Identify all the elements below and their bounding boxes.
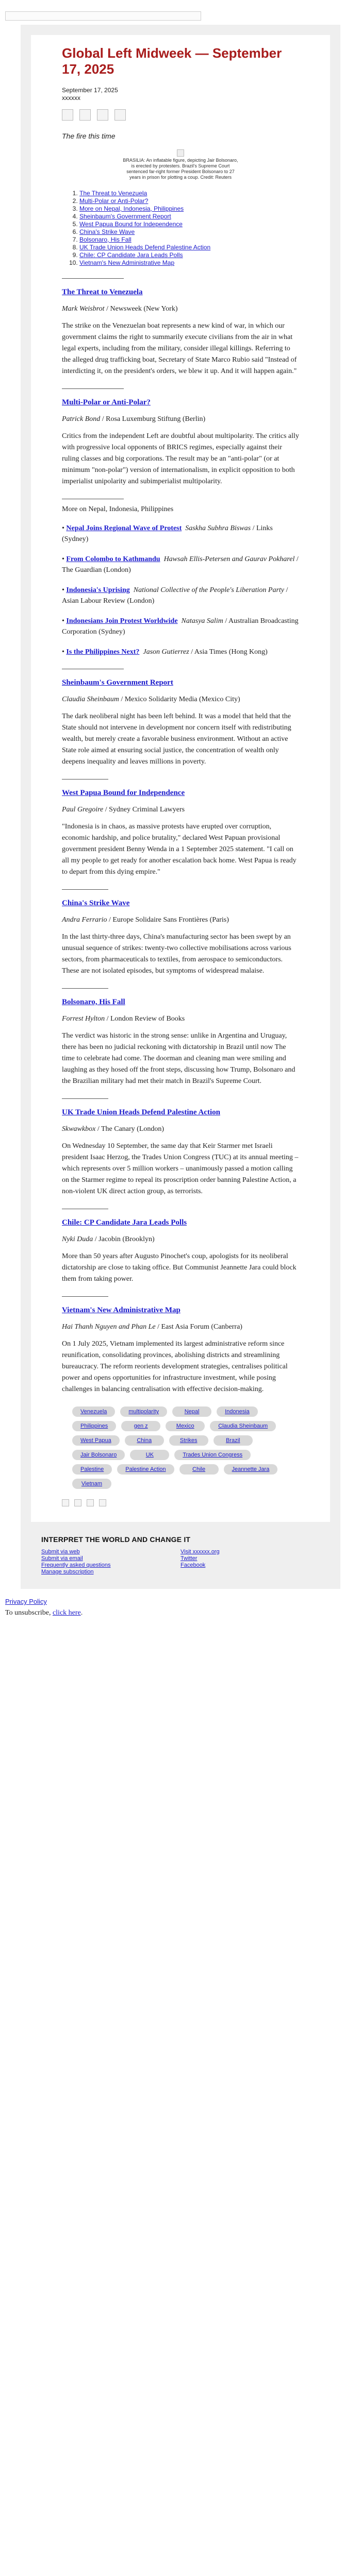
sub-article-item: • Nepal Joins Regional Wave of Protest Saskha Subhra Biswas / Links (Sydney) <box>62 524 273 543</box>
newsletter-frame <box>21 25 340 1589</box>
share-icons-row <box>62 109 299 121</box>
sub-article-item: • From Colombo to Kathmandu Hawsah Ellis-Petersen and Gaurav Pokharel / The Guardian (London) <box>62 555 299 574</box>
footer-links-left <box>41 1549 180 1575</box>
toc-link-uk[interactable]: UK Trade Union Heads Defend Palestine Action <box>79 244 211 251</box>
social-icon-4[interactable] <box>99 1499 106 1506</box>
social-icon-1[interactable] <box>62 1499 69 1506</box>
tag-chip[interactable]: Strikes <box>169 1435 208 1446</box>
byline-author: Andra Ferrario <box>62 916 107 924</box>
toc-item <box>79 221 299 228</box>
section-title <box>62 789 299 798</box>
footer-links <box>41 1549 320 1575</box>
byline-author: Claudia Sheinbaum <box>62 696 119 703</box>
section-body: The dark neoliberal night has been left behind. It was a model that held that the State should not intervene in development nor concern itself with redistributing wealth, but merely create a favorable business environment. Without an active State role aimed at ensuring social justice, the concentration of wealth only deepens inequality and leaves millions in poverty. <box>62 713 291 766</box>
share-icon-2[interactable] <box>79 109 91 121</box>
section-link-chile[interactable]: Chile: CP Candidate Jara Leads Polls <box>62 1218 187 1227</box>
toc-link-papua[interactable]: West Papua Bound for Independence <box>79 221 183 228</box>
byline-source: / Mexico Solidarity Media (Mexico City) <box>119 696 240 703</box>
section-divider <box>62 278 124 279</box>
tag-chip[interactable]: China <box>125 1435 164 1446</box>
section-byline <box>62 694 299 705</box>
sub-article-item: • Indonesians Join Protest Worldwide Natasya Salim / Australian Broadcasting Corporation (Sydney) <box>62 617 299 636</box>
byline-author: Hai Thanh Nguyen and Phan Le <box>62 1323 156 1331</box>
tag-chip[interactable]: Venezuela <box>72 1406 115 1417</box>
section-link-papua[interactable]: West Papua Bound for Independence <box>62 789 185 797</box>
section-title <box>62 398 299 407</box>
byline-author: Nyki Duda <box>62 1235 93 1243</box>
section-divider <box>62 388 124 389</box>
issue-meta <box>62 87 299 102</box>
section-link-venezuela[interactable]: The Threat to Venezuela <box>62 288 143 296</box>
section-divider <box>62 1098 108 1099</box>
sub-article-author: Saskha Subhra Biswas <box>185 524 251 532</box>
newsletter-footer <box>31 1522 330 1589</box>
social-icon-2[interactable] <box>74 1499 81 1506</box>
issue-code: xxxxxx <box>62 94 80 101</box>
sub-article-source: / Australian Broadcasting Corporation (Sydney) <box>62 617 299 636</box>
section-title <box>62 288 299 297</box>
unsubscribe-suffix: . <box>80 1609 83 1617</box>
section-byline <box>62 915 299 925</box>
sub-article-source: / Asian Labour Review (London) <box>62 586 288 605</box>
tag-chip[interactable]: Vietnam <box>72 1479 111 1489</box>
section-body: The strike on the Venezuelan boat represents a new kind of war, in which our government claims the right to summarily execute civilians from the air in what legal experts, including from the military, consider illegal killings. Referring to the alleged drug trafficking boat, Secretary of State Marco Rubio said "Instead of interdicting it, on the president's orders, we blew it up. And it will happen again." <box>62 322 297 375</box>
toc-link-sheinbaum[interactable]: Sheinbaum's Government Report <box>79 213 171 220</box>
lead-figure <box>121 149 240 180</box>
table-of-contents <box>79 190 299 267</box>
section-divider <box>62 889 108 890</box>
toc-link-bolsonaro[interactable]: Bolsonaro, His Fall <box>79 236 132 243</box>
tag-chip[interactable]: Nepal <box>172 1406 211 1417</box>
section-body: In the last thirty-three days, China's manufacturing sector has been swept by an unusual sequence of strikes: twenty-two collective mobilisations across various sectors, from pharmaceuticals to textiles, from aerospace to semiconductors. These are not isolated episodes, but symptoms of widespread malaise. <box>62 933 291 975</box>
toc-link-chile[interactable]: Chile: CP Candidate Jara Leads Polls <box>79 251 183 259</box>
section-divider <box>62 988 108 989</box>
byline-source: / Sydney Criminal Lawyers <box>103 806 185 814</box>
tag-chip[interactable]: Chile <box>179 1464 219 1475</box>
section-link-vietnam[interactable]: Vietnam's New Administrative Map <box>62 1306 180 1314</box>
toc-item <box>79 213 299 221</box>
toc-link-venezuela[interactable]: The Threat to Venezuela <box>79 190 147 197</box>
section-body: The verdict was historic in the strong sense: unlike in Argentina and Uruguay, there has been no judicial reckoning with dictatorship in Brazil until now The time to celebrate had come. The doorman and cleaning man were smiling and laughing as they hosed off the front steps, discussing how Trump, Bolsonaro and the Brazilian military had met their match in Brazil's Supreme Court. <box>62 1032 296 1085</box>
tag-chip[interactable]: Brazil <box>214 1435 253 1446</box>
section-body: Critics from the independent Left are doubtful about multipolarity. The critics ally with progressive local opponents of BRICS regimes, especially against their ruling classes and big corporations. The result may be an "anti-polar" (or at minimum "non-polar") version of internationalism, in explicit opposition to both imperialist unipolarity and subimperialist multipolarity. <box>62 432 299 485</box>
byline-author: Forrest Hylton <box>62 1015 105 1023</box>
sub-article-link-colombo[interactable]: From Colombo to Kathmandu <box>66 555 160 563</box>
privacy-policy-link[interactable]: Privacy Policy <box>5 1598 47 1605</box>
topic-tags <box>62 1406 299 1489</box>
sub-article-link-nepal[interactable]: Nepal Joins Regional Wave of Protest <box>66 524 182 532</box>
toc-item <box>79 197 299 205</box>
share-icon-3[interactable] <box>97 109 108 121</box>
toc-link-china[interactable]: China's Strike Wave <box>79 228 135 235</box>
byline-source: / Newsweek (New York) <box>104 305 178 313</box>
tag-chip[interactable]: UK <box>130 1450 169 1460</box>
toc-item <box>79 244 299 251</box>
tag-chip[interactable]: Trades Union Congress <box>174 1450 251 1460</box>
section-link-uk[interactable]: UK Trade Union Heads Defend Palestine Action <box>62 1108 220 1116</box>
section-byline <box>62 805 299 815</box>
footer-link-submit-email[interactable]: Submit via email <box>41 1555 83 1562</box>
sub-article-link-indonesia[interactable]: Indonesia's Uprising <box>66 586 130 594</box>
section-link-china[interactable]: China's Strike Wave <box>62 899 130 907</box>
tag-chip[interactable]: Indonesia <box>217 1406 258 1417</box>
sub-article-item: • Is the Philippines Next? Jason Gutierrez / Asia Times (Hong Kong) <box>62 648 268 656</box>
social-icon-3[interactable] <box>87 1499 94 1506</box>
tag-chip[interactable]: Claudia Sheinbaum <box>210 1421 276 1431</box>
tag-chip[interactable]: multipolarity <box>120 1406 167 1417</box>
tag-chip[interactable]: Jeannette Jara <box>224 1464 278 1475</box>
section-byline <box>62 414 299 425</box>
byline-source: / Rosa Luxemburg Stiftung (Berlin) <box>100 415 206 423</box>
footer-link-manage-subscription[interactable]: Manage subscription <box>41 1569 94 1575</box>
newsletter-card <box>31 35 330 1522</box>
section-byline <box>62 1234 299 1245</box>
footer-heading: INTERPRET THE WORLD AND CHANGE IT <box>41 1535 191 1544</box>
share-icon-4[interactable] <box>114 109 126 121</box>
sub-article-author: Jason Gutierrez <box>143 648 189 656</box>
footer-link-faq[interactable]: Frequently asked questions <box>41 1562 111 1568</box>
section-title <box>62 679 299 687</box>
unsubscribe-line <box>5 1607 356 1619</box>
lead-image-caption: BRASILIA: An inflatable figure, depicting Jair Bolsonaro, is erected by protesters. Brazil's Supreme Court sentenced far-right former President Bolsonaro to 27 years in prison for plotting a coup. Credit: Reuters <box>123 158 238 180</box>
byline-author: Paul Gregoire <box>62 806 104 814</box>
toc-item <box>79 236 299 244</box>
unsubscribe-link[interactable]: click here <box>52 1609 81 1617</box>
byline-source: / London Review of Books <box>105 1015 185 1023</box>
toc-item <box>79 251 299 259</box>
byline-source: / Europe Solidaire Sans Frontières (Paris) <box>107 916 229 924</box>
sub-article-link-philippines[interactable]: Is the Philippines Next? <box>66 648 140 656</box>
more-section-heading: More on Nepal, Indonesia, Philippines <box>62 505 174 513</box>
tag-chip[interactable]: Palestine <box>72 1464 112 1475</box>
section-title <box>62 1108 299 1117</box>
tag-chip[interactable]: Jair Bolsonaro <box>72 1450 125 1460</box>
toc-item <box>79 259 299 267</box>
toc-item <box>79 205 299 213</box>
byline-author: Patrick Bond <box>62 415 101 423</box>
tag-chip[interactable]: Palestine Action <box>117 1464 174 1475</box>
share-icon-1[interactable] <box>62 109 73 121</box>
section-title <box>62 998 299 1007</box>
section-byline <box>62 1124 299 1134</box>
sub-article-item: • Indonesia's Uprising National Collective of the People's Liberation Party / Asian Labour Review (London) <box>62 586 288 605</box>
unsubscribe-prefix: To unsubscribe, <box>5 1609 53 1617</box>
sub-article-source: / Links (Sydney) <box>62 524 273 543</box>
footer-links-right <box>180 1549 320 1575</box>
section-byline <box>62 1014 299 1024</box>
footer-link-facebook[interactable]: Facebook <box>180 1562 206 1568</box>
section-body: On Wednesday 10 September, the same day that Keir Starmer met Israeli president Isaac Herzog, the Trades Union Congress (TUC) at its annual meeting – which represents over 5 million workers – unanimously passed a motion calling on the Starmer regime to repeal its proscription order banning Palestine Action, a non-violent UK direct action group, as terrorists. <box>62 1142 299 1195</box>
tag-chip[interactable]: Philippines <box>72 1421 116 1431</box>
byline-author: Mark Weisbrot <box>62 305 105 313</box>
sub-article-source: / The Guardian (London) <box>62 555 299 574</box>
sub-article-author: Hawsah Ellis-Petersen and Gaurav Pokharel <box>163 555 295 563</box>
toc-link-more[interactable]: More on Nepal, Indonesia, Philippines <box>79 205 184 212</box>
toc-item <box>79 190 299 197</box>
section-title <box>62 899 299 908</box>
section-byline <box>62 304 299 314</box>
section-body: "Indonesia is in chaos, as massive protests have erupted over corruption, economic hardship, and police brutality," declared West Papuan provisional government president Benny Wenda in a 1 September 2025 statement. "I call on all my people to get ready for another escalation back home. West Papua is ready to depart from this dying empire." <box>62 823 297 876</box>
footer-link-submit-web[interactable]: Submit via web <box>41 1549 80 1555</box>
bottom-links <box>0 1589 361 1619</box>
tag-chip[interactable]: West Papua <box>72 1435 120 1446</box>
social-icons-row <box>62 1499 299 1506</box>
lead-image-placeholder <box>177 149 184 157</box>
section-byline <box>62 1322 299 1332</box>
section-link-bolsonaro[interactable]: Bolsonaro, His Fall <box>62 998 125 1006</box>
section-title <box>62 1306 299 1315</box>
tag-chip[interactable]: gen z <box>121 1421 160 1431</box>
toc-item <box>79 228 299 236</box>
footer-link-visit-site[interactable]: Visit xxxxxx.org <box>180 1549 220 1555</box>
tag-chip[interactable]: Mexico <box>166 1421 205 1431</box>
section-body: More than 50 years after Augusto Pinochet's coup, apologists for its neoliberal dictatorship are close to taking office. But Communist Jeannette Jara could block them from taking power. <box>62 1252 297 1283</box>
sub-article-author: National Collective of the People's Liberation Party <box>133 586 285 594</box>
section-body: On 1 July 2025, Vietnam implemented its largest administrative reform since reunification, consolidating provinces, abolishing districts and streamlining bureaucracy. The reform reorients development strategies, centralises political power and opens opportunities for infrastructure investment, while posing challenges in balancing centralisation with effective decision-making. <box>62 1340 288 1393</box>
toc-link-vietnam[interactable]: Vietnam's New Administrative Map <box>79 259 175 266</box>
newsletter-title: Global Left Midweek — September 17, 2025 <box>62 45 282 77</box>
sub-article-source: / Asia Times (Hong Kong) <box>189 648 268 656</box>
byline-author: Skwawkbox <box>62 1125 96 1133</box>
section-link-sheinbaum[interactable]: Sheinbaum's Government Report <box>62 679 173 687</box>
section-title <box>62 1218 299 1227</box>
byline-source: / Jacobin (Brooklyn) <box>93 1235 155 1243</box>
section-divider <box>62 1296 108 1297</box>
byline-source: / The Canary (London) <box>95 1125 165 1133</box>
header-banner-placeholder <box>5 11 201 21</box>
toc-link-multipolar[interactable]: Multi-Polar or Anti-Polar? <box>79 197 149 205</box>
issue-date: September 17, 2025 <box>62 87 118 94</box>
issue-tagline: The fire this time <box>62 132 116 140</box>
byline-source: / East Asia Forum (Canberra) <box>155 1323 242 1331</box>
section-link-multipolar[interactable]: Multi-Polar or Anti-Polar? <box>62 398 151 406</box>
sub-article-author: Natasya Salim <box>181 617 223 625</box>
footer-link-twitter[interactable]: Twitter <box>180 1555 198 1562</box>
sub-article-link-indonesians[interactable]: Indonesians Join Protest Worldwide <box>66 617 178 625</box>
